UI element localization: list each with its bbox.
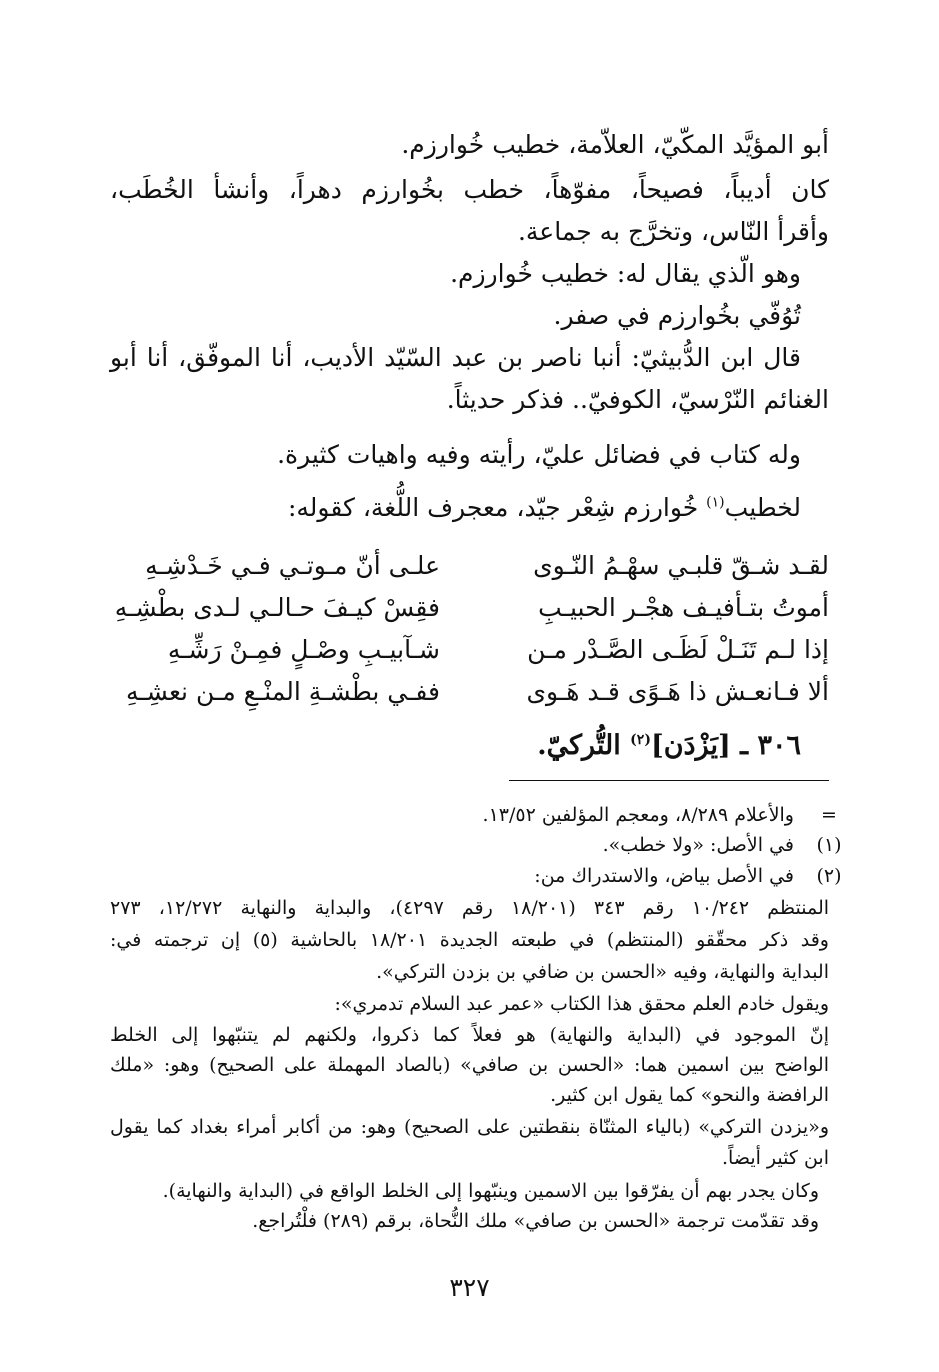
body-line-8: وله كتاب في فضائل عليّ، رأيته وفيه واهيات كثيرة. bbox=[277, 440, 801, 469]
poem-verse bbox=[110, 590, 829, 626]
poem-verse bbox=[110, 674, 829, 710]
poem-first-hemistich: ألا فـانعـش ذا هَـوًى قـد هَـوى bbox=[526, 677, 829, 706]
entry-number: ٣٠٦ ـ bbox=[730, 730, 801, 761]
body-line-7: الغنائم النّرْسيّ، الكوفيّ.. فذكر حديثاً. bbox=[446, 385, 829, 414]
footnote-text: في الأصل: «ولا خطب». bbox=[602, 834, 794, 856]
poem-second-hemistich: فقِسْ كيـفَ حـالـي لـدى بطْشِـهِ bbox=[114, 593, 440, 622]
body-line-6: قال ابن الدُّبيثيّ: أنبا ناصر بن عبد السّيّد الأديب، أنا الموفّق، أنا أبو bbox=[110, 343, 801, 372]
poem-first-hemistich: إذا لـم تَنَـلْ لَظَـى الصَّـدْر مـن bbox=[527, 635, 829, 664]
footnote-continuation: وقد تقدّمت ترجمة «الحسن بن صافي» ملك النُّحاة، برقم (٢٨٩) فلْتُراجع. bbox=[252, 1210, 819, 1232]
footnote-continuation: الواضح بين اسمين هما: «الحسن بن صافي» (بالصاد المهملة على الصحيح) وهو: «ملك bbox=[110, 1054, 829, 1076]
entry-name: [يَزْدَن] bbox=[650, 730, 731, 761]
poetry-intro-after: خُوارزم شِعْر جيّد، معجرف اللُّغة، كقوله: bbox=[287, 493, 707, 522]
entry-heading bbox=[110, 728, 801, 764]
poem-verse bbox=[110, 548, 829, 584]
footnote-ref-1: (١) bbox=[706, 494, 725, 511]
entry-name-rest: التُّركيّ. bbox=[537, 730, 631, 761]
footnote-continuation: المنتظم ١٠/٢٤٢ رقم ٣٤٣ (١٨/٢٠١ رقم ٤٢٩٧)، والبداية والنهاية ١٢/٢٧٢، ٢٧٣ bbox=[110, 897, 830, 919]
footnote-continuation: ابن كثير أيضاً. bbox=[722, 1147, 829, 1169]
poetry-intro bbox=[110, 490, 801, 526]
footnote-text: في الأصل بياض، والاستدراك من: bbox=[534, 865, 794, 887]
footnote-divider bbox=[509, 780, 829, 781]
footnote-mark: (٢) bbox=[816, 865, 842, 887]
footnote-continuation: وقد ذكر محقّقو (المنتظم) في طبعته الجديدة ١٨/٢٠١ بالحاشية (٥) إن ترجمته في: bbox=[110, 929, 829, 951]
page-number: ٣٢٧ bbox=[449, 1273, 490, 1302]
footnote-continuation: البداية والنهاية، وفيه «الحسن بن ضافي بن بزدن التركي». bbox=[376, 961, 829, 983]
poetry-intro-before: لخطيب bbox=[724, 493, 801, 522]
poem-verse bbox=[110, 632, 829, 668]
poem-second-hemistich: علـى أنّ مـوتـي فـي خَـدْشِـهِ bbox=[145, 551, 440, 580]
footnote-ref-2: (٢) bbox=[630, 732, 651, 748]
footnote-mark: = bbox=[821, 804, 837, 826]
poem-first-hemistich: أموتُ بتـأفيـف هجْـر الحبيـبِ bbox=[538, 593, 829, 622]
footnote-continuation: إنّ الموجود في (البداية والنهاية) هو فعلاً كما ذكروا، ولكنهم لم يتنبّهوا إلى الخلط bbox=[110, 1024, 829, 1046]
body-line-1: أبو المؤيَّد المكّيّ، العلاّمة، خطيب خُوارزم. bbox=[401, 130, 829, 159]
body-line-5: تُوُفّي بخُوارزم في صفر. bbox=[553, 301, 801, 330]
footnote-continuation: و«يزدن التركي» (بالياء المثنّاة بنقطتين على الصحيح) وهو: من أكابر أمراء بغداد كما يقول bbox=[110, 1116, 829, 1138]
poem-second-hemistich: شـآبيـبِ وصْـلٍ فمِـنْ رَشِّـهِ bbox=[167, 635, 440, 664]
body-line-4: وهو الّذي يقال له: خطيب خُوارزم. bbox=[450, 259, 801, 288]
body-line-3: وأقرأ النّاس، وتخرَّج به جماعة. bbox=[517, 217, 829, 246]
footnote-continuation: الرافضة والنحو» كما يقول ابن كثير. bbox=[550, 1084, 829, 1106]
footnote-continuation: وكان يجدر بهم أن يفرّقوا بين الاسمين وينبّهوا إلى الخلط الواقع في (البداية والنهاية). bbox=[162, 1180, 819, 1202]
poem-first-hemistich: لقـد شـقّ قلبـي سهْـمُ النّـوى bbox=[533, 551, 829, 580]
body-line-2: كان أديباً، فصيحاً، مفوّهاً، خطب بخُوارزم دهراً، وأنشأ الخُطَب، bbox=[110, 175, 829, 204]
footnote-mark: (١) bbox=[816, 834, 842, 856]
footnote-continuation: ويقول خادم العلم محقق هذا الكتاب «عمر عبد السلام تدمري»: bbox=[334, 993, 829, 1015]
footnote-text: والأعلام ٨/٢٨٩، ومعجم المؤلفين ١٣/٥٢. bbox=[482, 804, 794, 826]
poem-second-hemistich: ففـي بطْشـةِ المنْـعِ مـن نعشِـهِ bbox=[125, 677, 440, 706]
